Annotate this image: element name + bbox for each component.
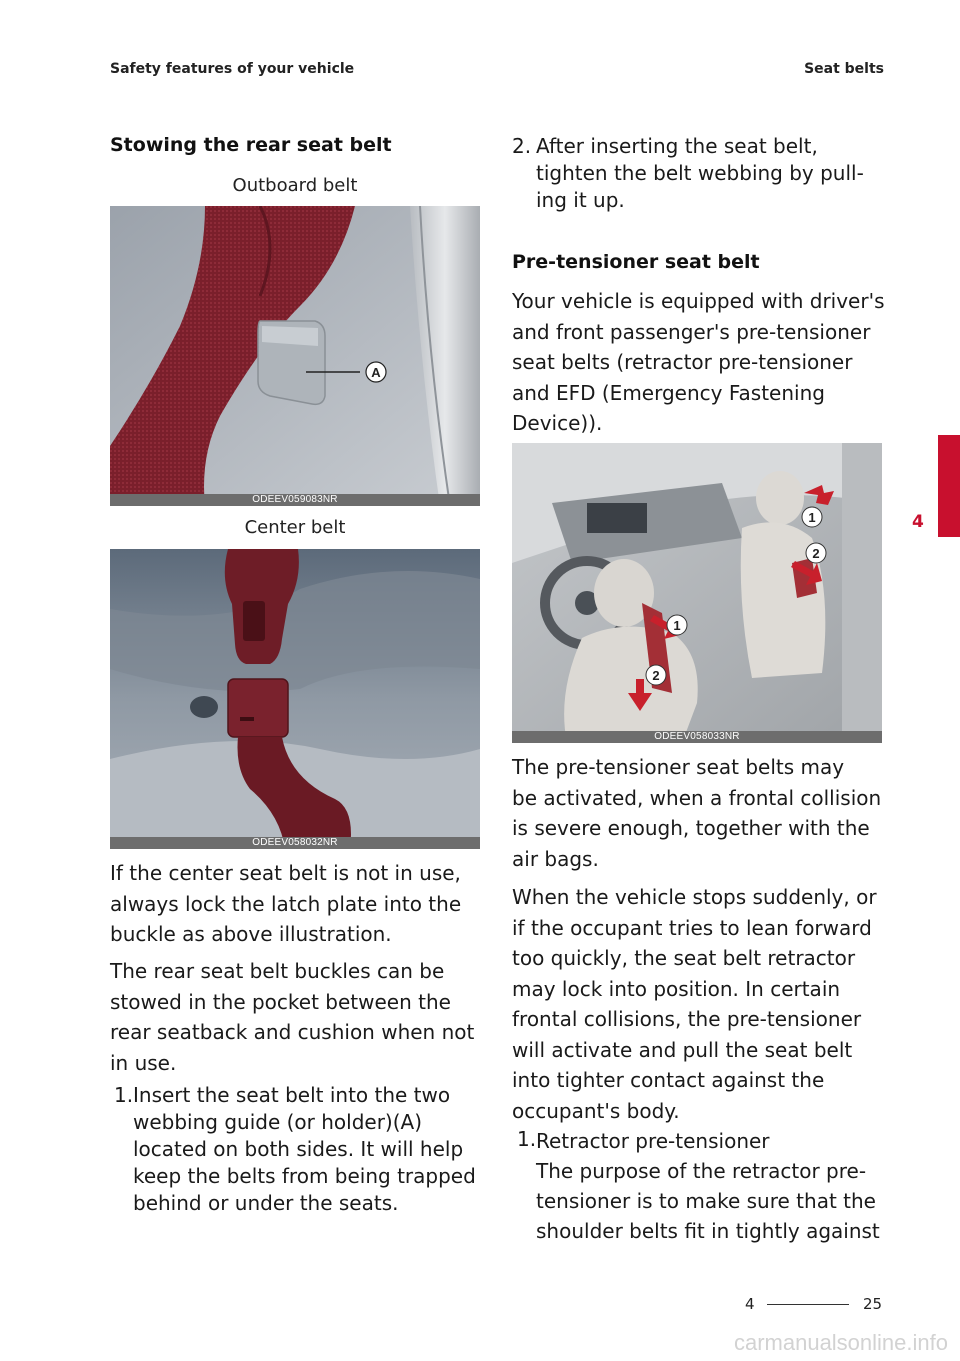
text-line: into tighter contact against the [512,1068,825,1092]
callout-2-upper: 2 [812,546,820,561]
text-line: and EFD (Emergency Fastening [512,380,825,405]
pretensioner-intro-paragraph [512,286,885,439]
text-line: webbing guide (or holder)(A) [133,1110,423,1134]
text-line: frontal collisions, the pre-tensioner [512,1007,862,1031]
callout-a: A [371,365,381,380]
pretensioner-activation-paragraph [512,752,881,874]
stowing-paragraph [110,956,474,1078]
outboard-belt-label: Outboard belt [232,175,358,196]
center-belt-illustration [110,549,480,849]
center-belt-drawing [110,549,480,849]
callout-1-lower: 1 [673,618,681,633]
callout-1-upper: 1 [808,510,816,525]
figure-code: ODEEV059083NR [110,494,480,506]
figure-code: ODEEV058033NR [512,731,882,743]
text-line: keep the belts from being trapped [133,1164,476,1188]
text-line: If the center seat belt is not in use, [110,861,461,885]
figure-code: ODEEV058032NR [110,837,480,849]
step-number: 2. [512,134,532,158]
subitem-number: 1. [517,1127,537,1151]
center-belt-paragraph [110,858,461,950]
text-line: in use. [110,1050,177,1075]
text-line: occupant's body. [512,1098,680,1123]
pretensioner-lock-paragraph [512,882,877,1126]
text-line: air bags. [512,846,599,871]
text-line: located on both sides. It will help [133,1137,464,1161]
text-line: The purpose of the retractor pre- [536,1159,867,1183]
text-line: tighten the belt webbing by pull- [536,161,864,185]
pretensioner-illustration [512,443,882,743]
chapter-tab-number: 4 [912,512,924,532]
stowing-section-title: Stowing the rear seat belt [110,134,392,156]
chapter-tab [938,435,960,537]
text-line: too quickly, the seat belt retractor [512,946,856,970]
text-line: tensioner is to make sure that the [536,1189,876,1213]
text-line: be activated, when a frontal collision [512,785,882,810]
running-header-topic: Seat belts [804,61,884,77]
text-line: ing it up. [536,188,625,212]
text-line: is severe enough, together with the [512,816,870,840]
text-line: and front passenger's pre-tensioner [512,319,871,344]
outboard-belt-drawing [110,206,480,506]
text-line: always lock the latch plate into the [110,891,462,916]
text-line: Device)). [512,411,603,435]
pretensioner-section-title: Pre-tensioner seat belt [512,251,760,273]
text-line: The rear seat belt buckles can be [110,959,445,983]
text-line: seat belts (retractor pre-tensioner [512,350,853,374]
footer-page-number: 25 [863,1295,883,1313]
text-line: When the vehicle stops suddenly, or [512,885,877,909]
step-number: 1. [114,1083,134,1107]
outboard-belt-illustration [110,206,480,506]
center-belt-label: Center belt [244,517,346,538]
text-line: The pre-tensioner seat belts may [512,755,845,779]
text-line: will activate and pull the seat belt [512,1037,853,1062]
footer-chapter-number: 4 [745,1295,755,1313]
text-line: stowed in the pocket between the [110,989,451,1014]
text-line: behind or under the seats. [133,1191,399,1215]
callout-2-lower: 2 [652,668,660,683]
text-line: After inserting the seat belt, [536,134,818,158]
text-line: may lock into position. In certain [512,976,841,1001]
watermark: carmanualsonline.info [733,1330,948,1355]
text-line: if the occupant tries to lean forward [512,915,872,940]
text-line: Your vehicle is equipped with driver's [512,289,885,313]
footer-divider [767,1304,849,1305]
text-line: buckle as above illustration. [110,922,392,946]
text-line: rear seatback and cushion when not [110,1020,475,1044]
text-line: Insert the seat belt into the two [133,1083,451,1107]
running-header-section: Safety features of your vehicle [110,61,355,77]
pretensioner-drawing [512,443,882,743]
text-line: shoulder belts fit in tightly against [536,1219,880,1243]
subitem-title: Retractor pre-tensioner [536,1129,770,1153]
